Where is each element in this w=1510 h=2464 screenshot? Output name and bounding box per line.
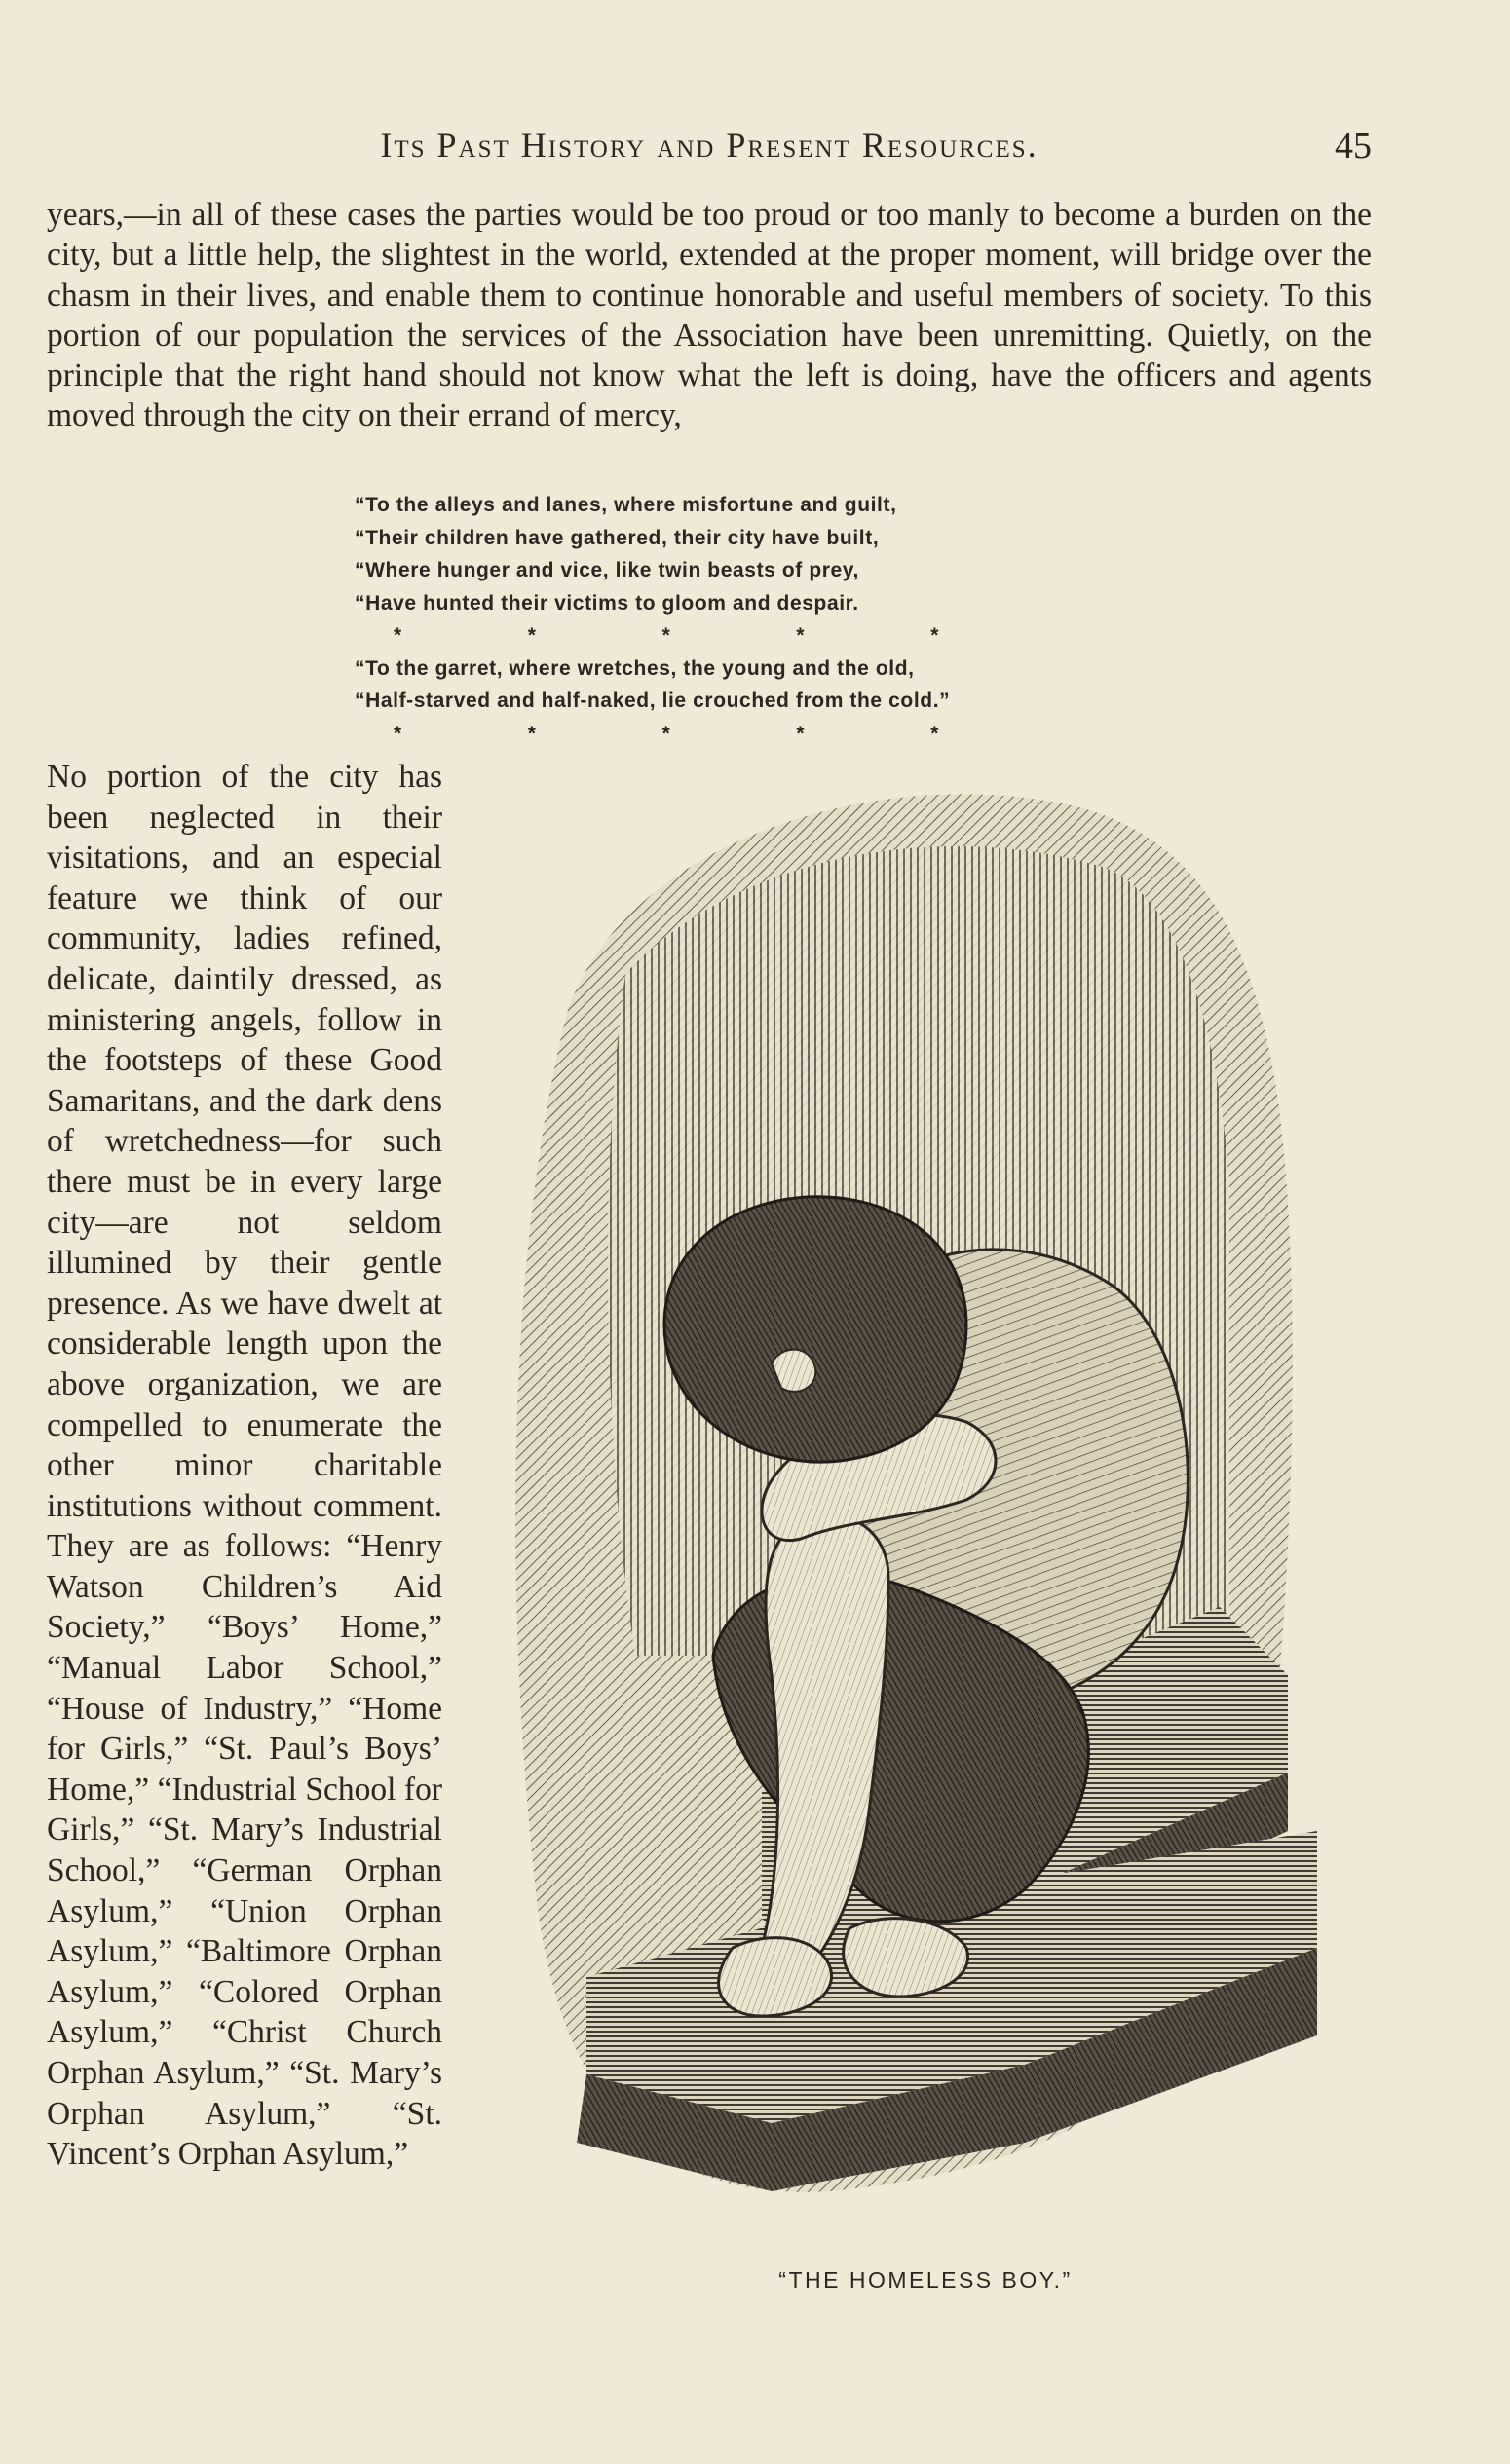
verse-line: “Where hunger and vice, like twin beasts of prey,: [355, 559, 859, 581]
star: *: [527, 624, 537, 647]
star: *: [661, 722, 671, 745]
verse-line: “Their children have gathered, their city have built,: [355, 526, 880, 549]
verse-line: “Half-starved and half-naked, lie crouched from the cold.”: [355, 690, 951, 712]
star: *: [661, 624, 671, 647]
star: *: [527, 722, 537, 745]
homeless-boy-engraving: [479, 779, 1337, 2264]
verse-line: “To the garret, where wretches, the young and the old,: [355, 656, 915, 680]
star: *: [930, 722, 939, 745]
page-number: 45: [1335, 126, 1372, 167]
running-head: [47, 125, 1372, 175]
ellipsis-stars: [355, 619, 939, 653]
running-title: Its Past History and Present Resources.: [380, 126, 1038, 165]
head: [664, 1197, 966, 1462]
star: *: [796, 722, 806, 745]
side-column-text: No portion of the city has been neglected in their visitations, and an especial feature we think of our community, ladies refined, delicate, daintily dressed, as ministering angels, follow in the footsteps of these Good Samaritans, and the dark dens of wretchedness—for such there must be in every large city—are not seldom illumined by their gentle presence. As we have dwelt at considerable length upon the above organization, we are compelled to enumerate the other minor charitable institutions without comment. They are as follows: “Henry Watson Children’s Aid Society,” “Boys’ Home,” “Manual Labor School,” “House of Industry,” “Home for Girls,” “St. Paul’s Boys’ Home,” “Industrial School for Girls,” “St. Mary’s Industrial School,” “German Orphan Asylum,” “Union Orphan Asylum,” “Baltimore Orphan Asylum,” “Colored Orphan Asylum,” “Christ Church Orphan Asylum,” “St. Mary’s Orphan Asylum,” “St. Vincent’s Orphan Asylum,”: [47, 759, 442, 2173]
body-paragraph: years,—in all of these cases the parties would be too proud or too manly to become a burden on the city, but a little help, the slightest in the world, extended at the proper moment, will bridge over the chasm in their lives, and enable them to continue honorable and useful members of society. To this portion of our population the services of the Association have been unremitting. Quietly, on the principle that the right hand should not know what the left is doing, have the officers and agents moved through the city on their errand of mercy,: [47, 197, 1372, 434]
verse-line: “Have hunted their victims to gloom and despair.: [355, 591, 859, 615]
ellipsis-stars: [355, 718, 939, 751]
star: *: [930, 624, 939, 647]
verse-quotation: [355, 489, 1153, 750]
verse-line: “To the alleys and lanes, where misfortune and guilt,: [355, 494, 897, 516]
star: *: [796, 624, 806, 647]
illustration-caption: “THE HOMELESS BOY.”: [778, 2267, 1073, 2293]
star: *: [394, 624, 402, 647]
star: *: [394, 722, 402, 745]
